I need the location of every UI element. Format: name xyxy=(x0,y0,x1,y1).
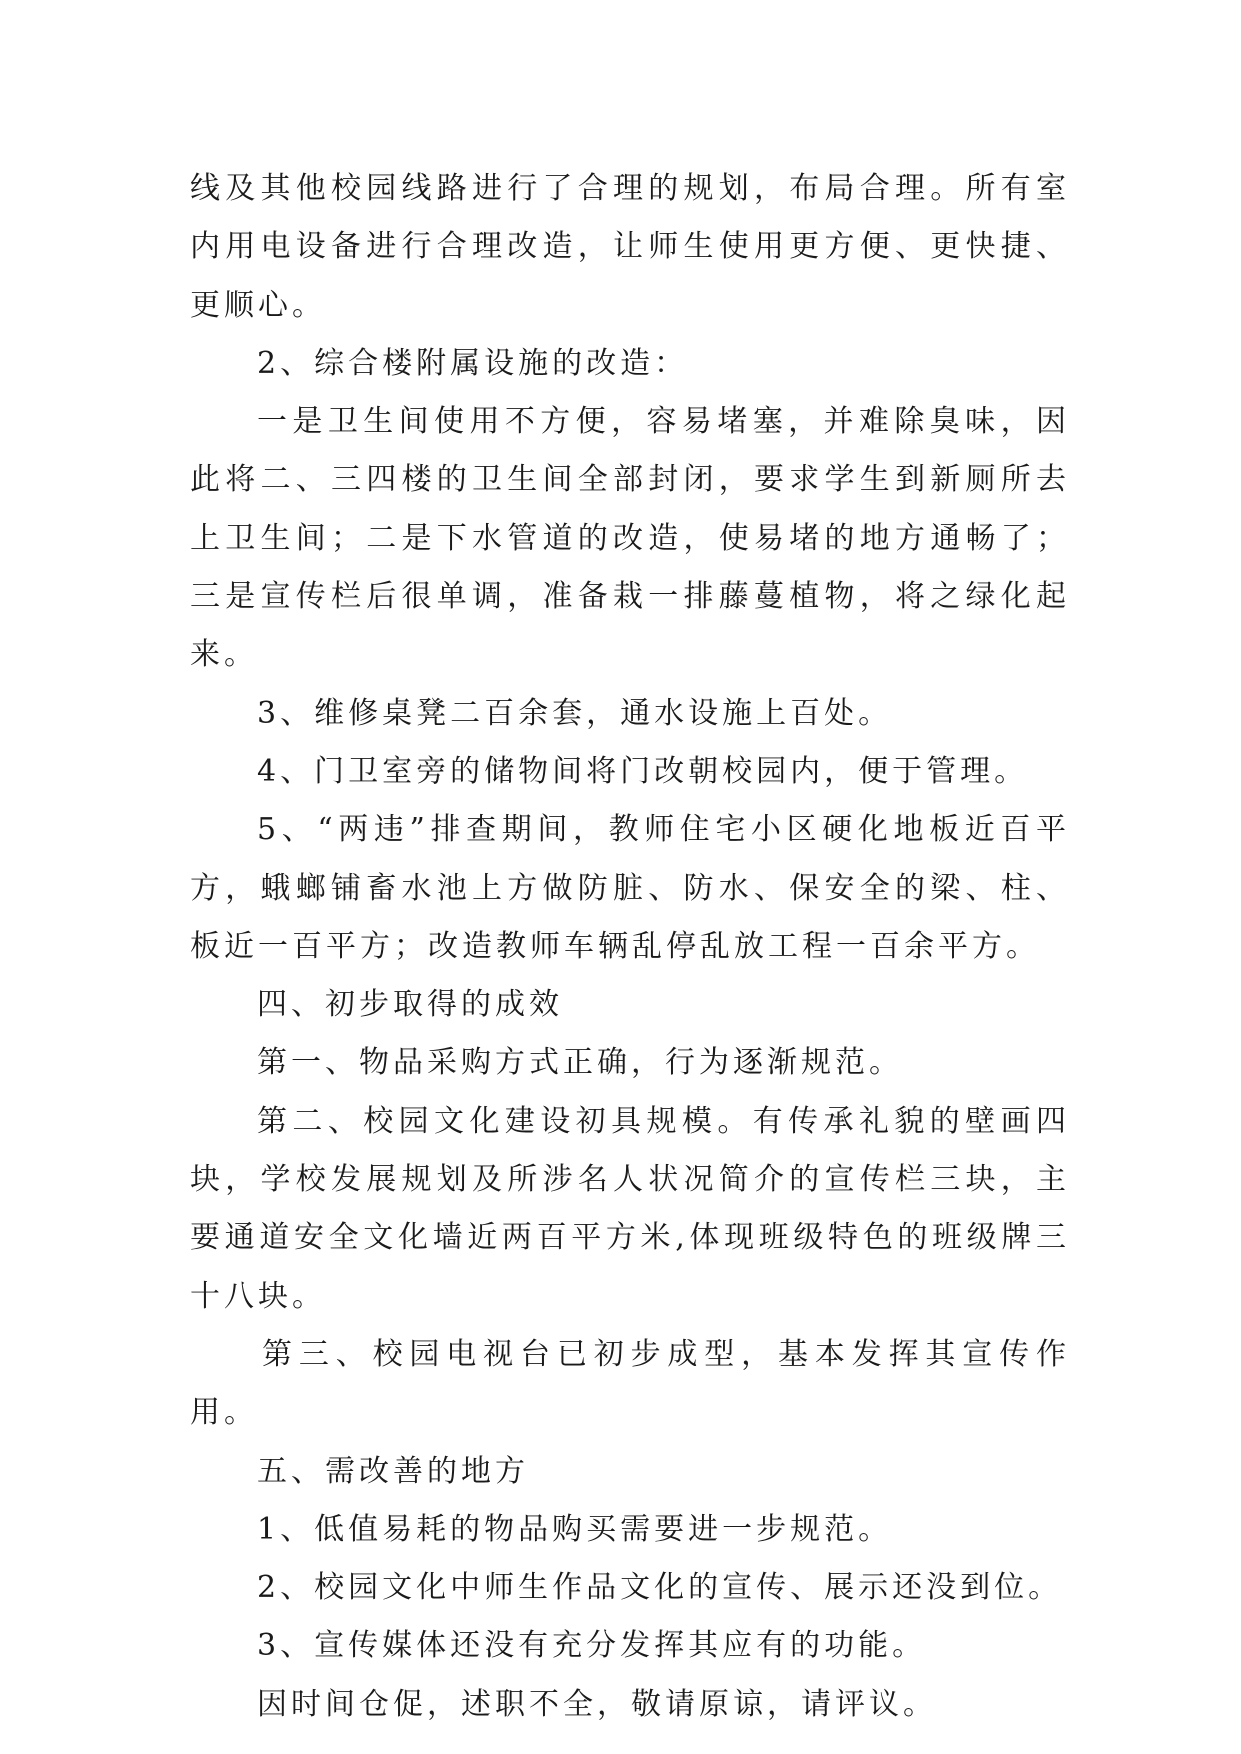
section-heading: 五、需改善的地方 xyxy=(257,1453,529,1489)
document-body xyxy=(190,160,1070,1734)
paragraph: 2、校园文化中师生作品文化的宣传、展示还没到位。 xyxy=(257,1570,1063,1606)
paragraph: 3、宣传媒体还没有充分发挥其应有的功能。 xyxy=(257,1628,927,1664)
paragraph: 第二、校园文化建设初具规模。有传承礼貌的壁画四块，学校发展规划及所涉名人状况简介的宣传栏三块，主要通道安全文化墙近两百平方米,体现班级特色的班级牌三十八块。 xyxy=(190,1103,1070,1314)
paragraph: 线及其他校园线路进行了合理的规划，布局合理。所有室内用电设备进行合理改造，让师生使用更方便、更快捷、更顺心。 xyxy=(190,171,1070,323)
paragraph: 5、“两违”排查期间，教师住宅小区硬化地板近百平方，蛾螂铺畜水池上方做防脏、防水、保安全的梁、柱、板近一百平方；改造教师车辆乱停乱放工程一百余平方。 xyxy=(190,812,1070,964)
paragraph: 3、维修桌凳二百余套，通水设施上百处。 xyxy=(257,695,893,731)
paragraph: 1、低值易耗的物品购买需要进一步规范。 xyxy=(257,1511,893,1547)
paragraph: 第一、物品采购方式正确，行为逐渐规范。 xyxy=(257,1045,903,1081)
section-heading: 四、初步取得的成效 xyxy=(257,987,563,1023)
paragraph: 2、综合楼附属设施的改造： xyxy=(257,345,689,381)
paragraph: 4、门卫室旁的储物间将门改朝校园内，便于管理。 xyxy=(257,753,1029,789)
closing-paragraph: 因时间仓促，述职不全，敬请原谅，请评议。 xyxy=(257,1686,937,1722)
paragraph: 一是卫生间使用不方便，容易堵塞，并难除臭味，因此将二、三四楼的卫生间全部封闭，要求学生到新厕所去上卫生间；二是下水管道的改造，使易堵的地方通畅了；三是宣传栏后很单调，准备栽一排藤蔓植物，将之绿化起来。 xyxy=(190,404,1070,673)
paragraph: 第三、校园电视台已初步成型，基本发挥其宣传作用。 xyxy=(190,1336,1070,1431)
